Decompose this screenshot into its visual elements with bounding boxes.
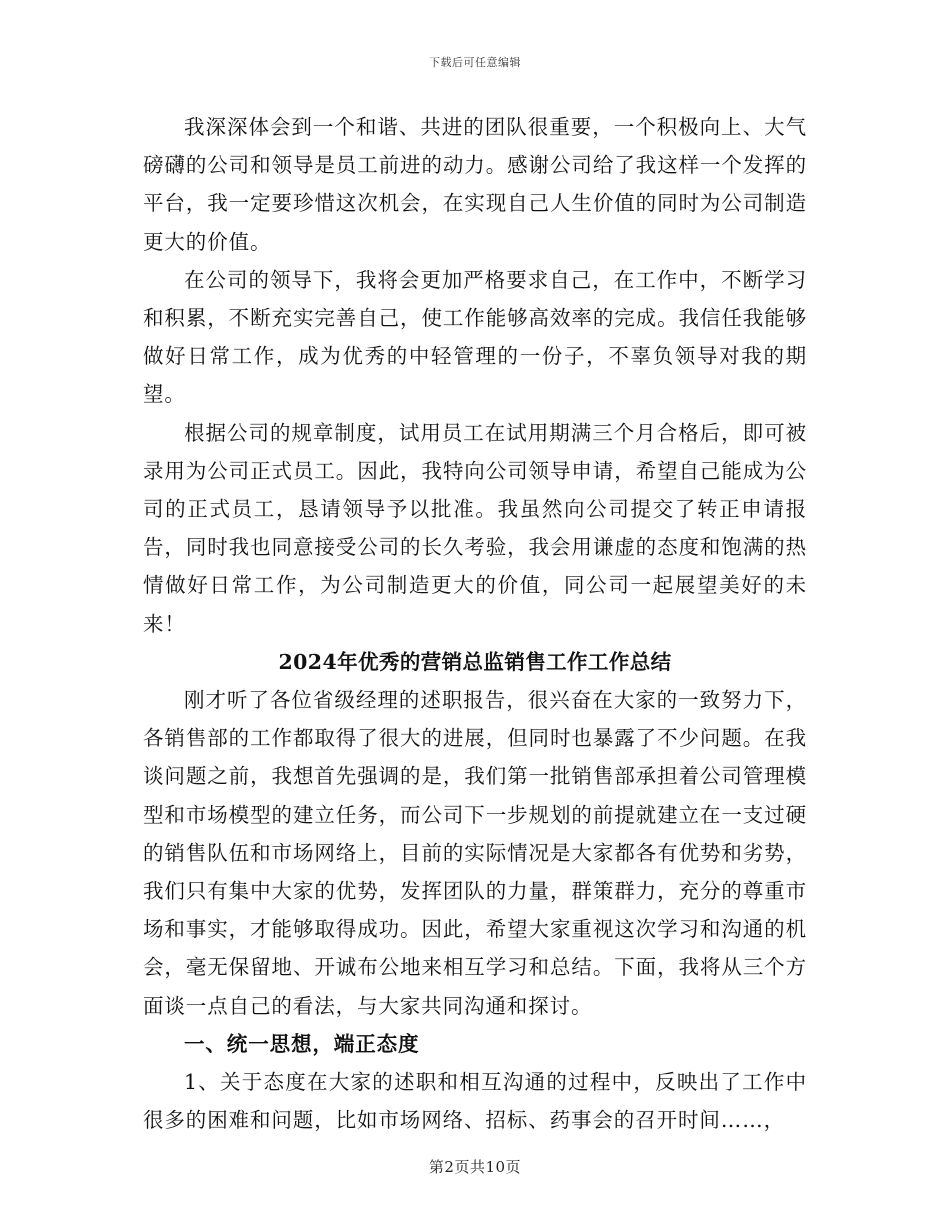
page-header: 下载后可任意编辑	[429, 56, 521, 69]
page-number: 第2页共10页	[428, 1158, 522, 1176]
paragraph-self-improvement: 在公司的领导下，我将会更加严格要求自己，在工作中，不断学习和积累，不断充实完善自己，使工作能够高效率的完成。我信任我能够做好日常工作，成为优秀的中轻管理的一份子，不辜负领导对我的期望。	[143, 267, 807, 407]
paragraph-sales-intro: 刚才听了各位省级经理的述职报告，很兴奋在大家的一致努力下，各销售部的工作都取得了很大的进展，但同时也暴露了不少问题。在我谈问题之前，我想首先强调的是，我们第一批销售部承担着公司管理模型和市场模型的建立任务，而公司下一步规划的前提就建立在一支过硬的销售队伍和市场网络上，目前的实际情况是大家都各有优势和劣势，我们只有集中大家的优势，发挥团队的力量，群策群力，充分的尊重市场和事实，才能够取得成功。因此，希望大家重视这次学习和沟通的机会，毫无保留地、开诚布公地来相互学习和总结。下面，我将从三个方面谈一点自己的看法，与大家共同沟通和探讨。	[143, 688, 807, 1018]
paragraph-attitude: 1、关于态度在大家的述职和相互沟通的过程中，反映出了工作中很多的困难和问题，比如市场网络、招标、药事会的召开时间……，	[143, 1070, 807, 1133]
paragraph-promotion-request: 根据公司的规章制度，试用员工在试用期满三个月合格后，即可被录用为公司正式员工。因此，我特向公司领导申请，希望自己能成为公司的正式员工，恳请领导予以批准。我虽然向公司提交了转正申请报告，同时我也同意接受公司的长久考验，我会用谦虚的态度和饱满的热情做好日常工作，为公司制造更大的价值，同公司一起展望美好的未来！	[143, 420, 807, 636]
subheading-unify-thinking: 一、统一思想，端正态度	[184, 1031, 420, 1056]
paragraph-team-value: 我深深体会到一个和谐、共进的团队很重要，一个积极向上、大气磅礴的公司和领导是员工前进的动力。感谢公司给了我这样一个发挥的平台，我一定要珍惜这次机会，在实现自己人生价值的同时为公司制造更大的价值。	[143, 115, 807, 254]
document-body	[143, 108, 807, 1139]
section-title: 2024年优秀的营销总监销售工作工作总结	[278, 649, 672, 674]
